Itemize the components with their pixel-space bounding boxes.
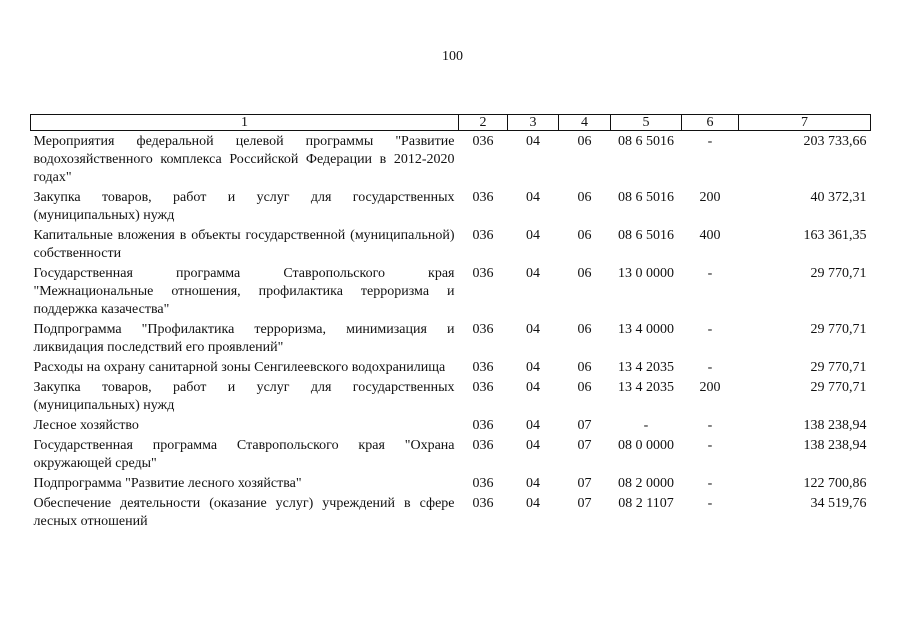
row-amount: 29 770,71 [810,266,867,281]
row-code-5: 13 0 0000 [618,266,674,281]
budget-table [30,114,871,533]
column-header: 6 [682,115,739,131]
row-code-6: 200 [699,190,721,205]
row-name: Закупка товаров, работ и услуг для государственных (муниципальных) нужд [33,190,455,223]
row-code-3: 04 [526,322,540,337]
row-code-4: 06 [577,190,592,205]
row-code-4: 07 [577,496,592,511]
row-name: Лесное хозяйство [33,418,139,433]
table-row [31,417,871,437]
row-code-3: 04 [526,190,540,205]
row-code-5: 08 6 5016 [618,190,674,205]
row-name: Государственная программа Ставропольского края "Охрана окружающей среды" [33,438,455,471]
column-header: 7 [739,115,871,131]
row-code-6: - [707,418,713,433]
row-name: Государственная программа Ставропольского края "Межнациональные отношения, профилактика терроризма и поддержка казачества" [33,266,455,317]
row-code-6: - [707,266,713,281]
row-code-5: 08 6 5016 [618,134,674,149]
column-header: 4 [559,115,611,131]
row-code-5: 13 4 2035 [618,360,674,375]
row-code-3: 04 [526,476,540,491]
row-code-6: - [707,322,713,337]
column-header: 3 [508,115,559,131]
row-code-4: 06 [577,380,592,395]
row-amount: 34 519,76 [810,496,867,511]
row-code-2: 036 [472,476,494,491]
row-code-3: 04 [526,134,540,149]
row-code-4: 06 [577,322,592,337]
table-row [31,131,871,190]
row-code-2: 036 [472,360,494,375]
row-code-2: 036 [472,418,494,433]
row-amount: 40 372,31 [810,190,867,205]
page-number: 100 [442,49,463,64]
column-header: 5 [611,115,682,131]
row-code-6: - [707,360,713,375]
row-code-2: 036 [472,134,494,149]
row-amount: 203 733,66 [803,134,867,149]
row-code-6: - [707,476,713,491]
row-code-2: 036 [472,438,494,453]
row-code-4: 07 [577,438,592,453]
row-name: Мероприятия федеральной целевой программы "Развитие водохозяйственного комплекса Российской Федерации в 2012-2020 годах" [33,134,455,185]
table-row [31,265,871,321]
row-amount: 29 770,71 [810,360,867,375]
row-code-2: 036 [472,190,494,205]
row-code-2: 036 [472,496,494,511]
row-code-6: 200 [699,380,721,395]
row-amount: 29 770,71 [810,380,867,395]
table-row [31,227,871,265]
table-row [31,475,871,495]
table-header-row [31,115,871,131]
row-name: Капитальные вложения в объекты государственной (муниципальной) собственности [33,228,455,261]
row-code-6: - [707,134,713,149]
row-amount: 163 361,35 [803,228,867,243]
row-code-4: 06 [577,360,592,375]
row-code-4: 06 [577,134,592,149]
row-code-3: 04 [526,418,540,433]
row-code-3: 04 [526,380,540,395]
row-code-5: 13 4 2035 [618,380,674,395]
row-code-6: - [707,496,713,511]
row-amount: 122 700,86 [803,476,867,491]
row-code-3: 04 [526,438,540,453]
table-row [31,379,871,417]
row-code-3: 04 [526,496,540,511]
row-name: Подпрограмма "Профилактика терроризма, минимизация и ликвидация последствий его проявлений" [33,322,455,355]
row-amount: 138 238,94 [803,418,867,433]
row-code-4: 07 [577,476,592,491]
row-code-4: 06 [577,228,592,243]
table-row [31,321,871,359]
row-code-5: 13 4 0000 [618,322,674,337]
row-code-5: - [643,418,649,433]
row-code-5: 08 2 1107 [618,496,674,511]
row-code-2: 036 [472,228,494,243]
column-header: 2 [459,115,508,131]
row-code-2: 036 [472,380,494,395]
row-amount: 29 770,71 [810,322,867,337]
row-code-6: - [707,438,713,453]
row-code-3: 04 [526,228,540,243]
column-header: 1 [31,115,459,131]
table-row [31,437,871,475]
row-name: Подпрограмма "Развитие лесного хозяйства" [33,476,302,491]
row-code-5: 08 2 0000 [618,476,674,491]
row-code-2: 036 [472,266,494,281]
table-row [31,359,871,379]
row-code-5: 08 6 5016 [618,228,674,243]
table-row [31,189,871,227]
row-code-5: 08 0 0000 [618,438,674,453]
row-code-2: 036 [472,322,494,337]
row-amount: 138 238,94 [803,438,867,453]
row-code-3: 04 [526,266,540,281]
row-code-4: 07 [577,418,592,433]
row-code-3: 04 [526,360,540,375]
row-name: Закупка товаров, работ и услуг для государственных (муниципальных) нужд [33,380,455,413]
row-name: Расходы на охрану санитарной зоны Сенгилеевского водохранилища [33,360,446,375]
row-code-6: 400 [699,228,721,243]
table-row [31,495,871,533]
row-name: Обеспечение деятельности (оказание услуг) учреждений в сфере лесных отношений [33,496,455,529]
row-code-4: 06 [577,266,592,281]
